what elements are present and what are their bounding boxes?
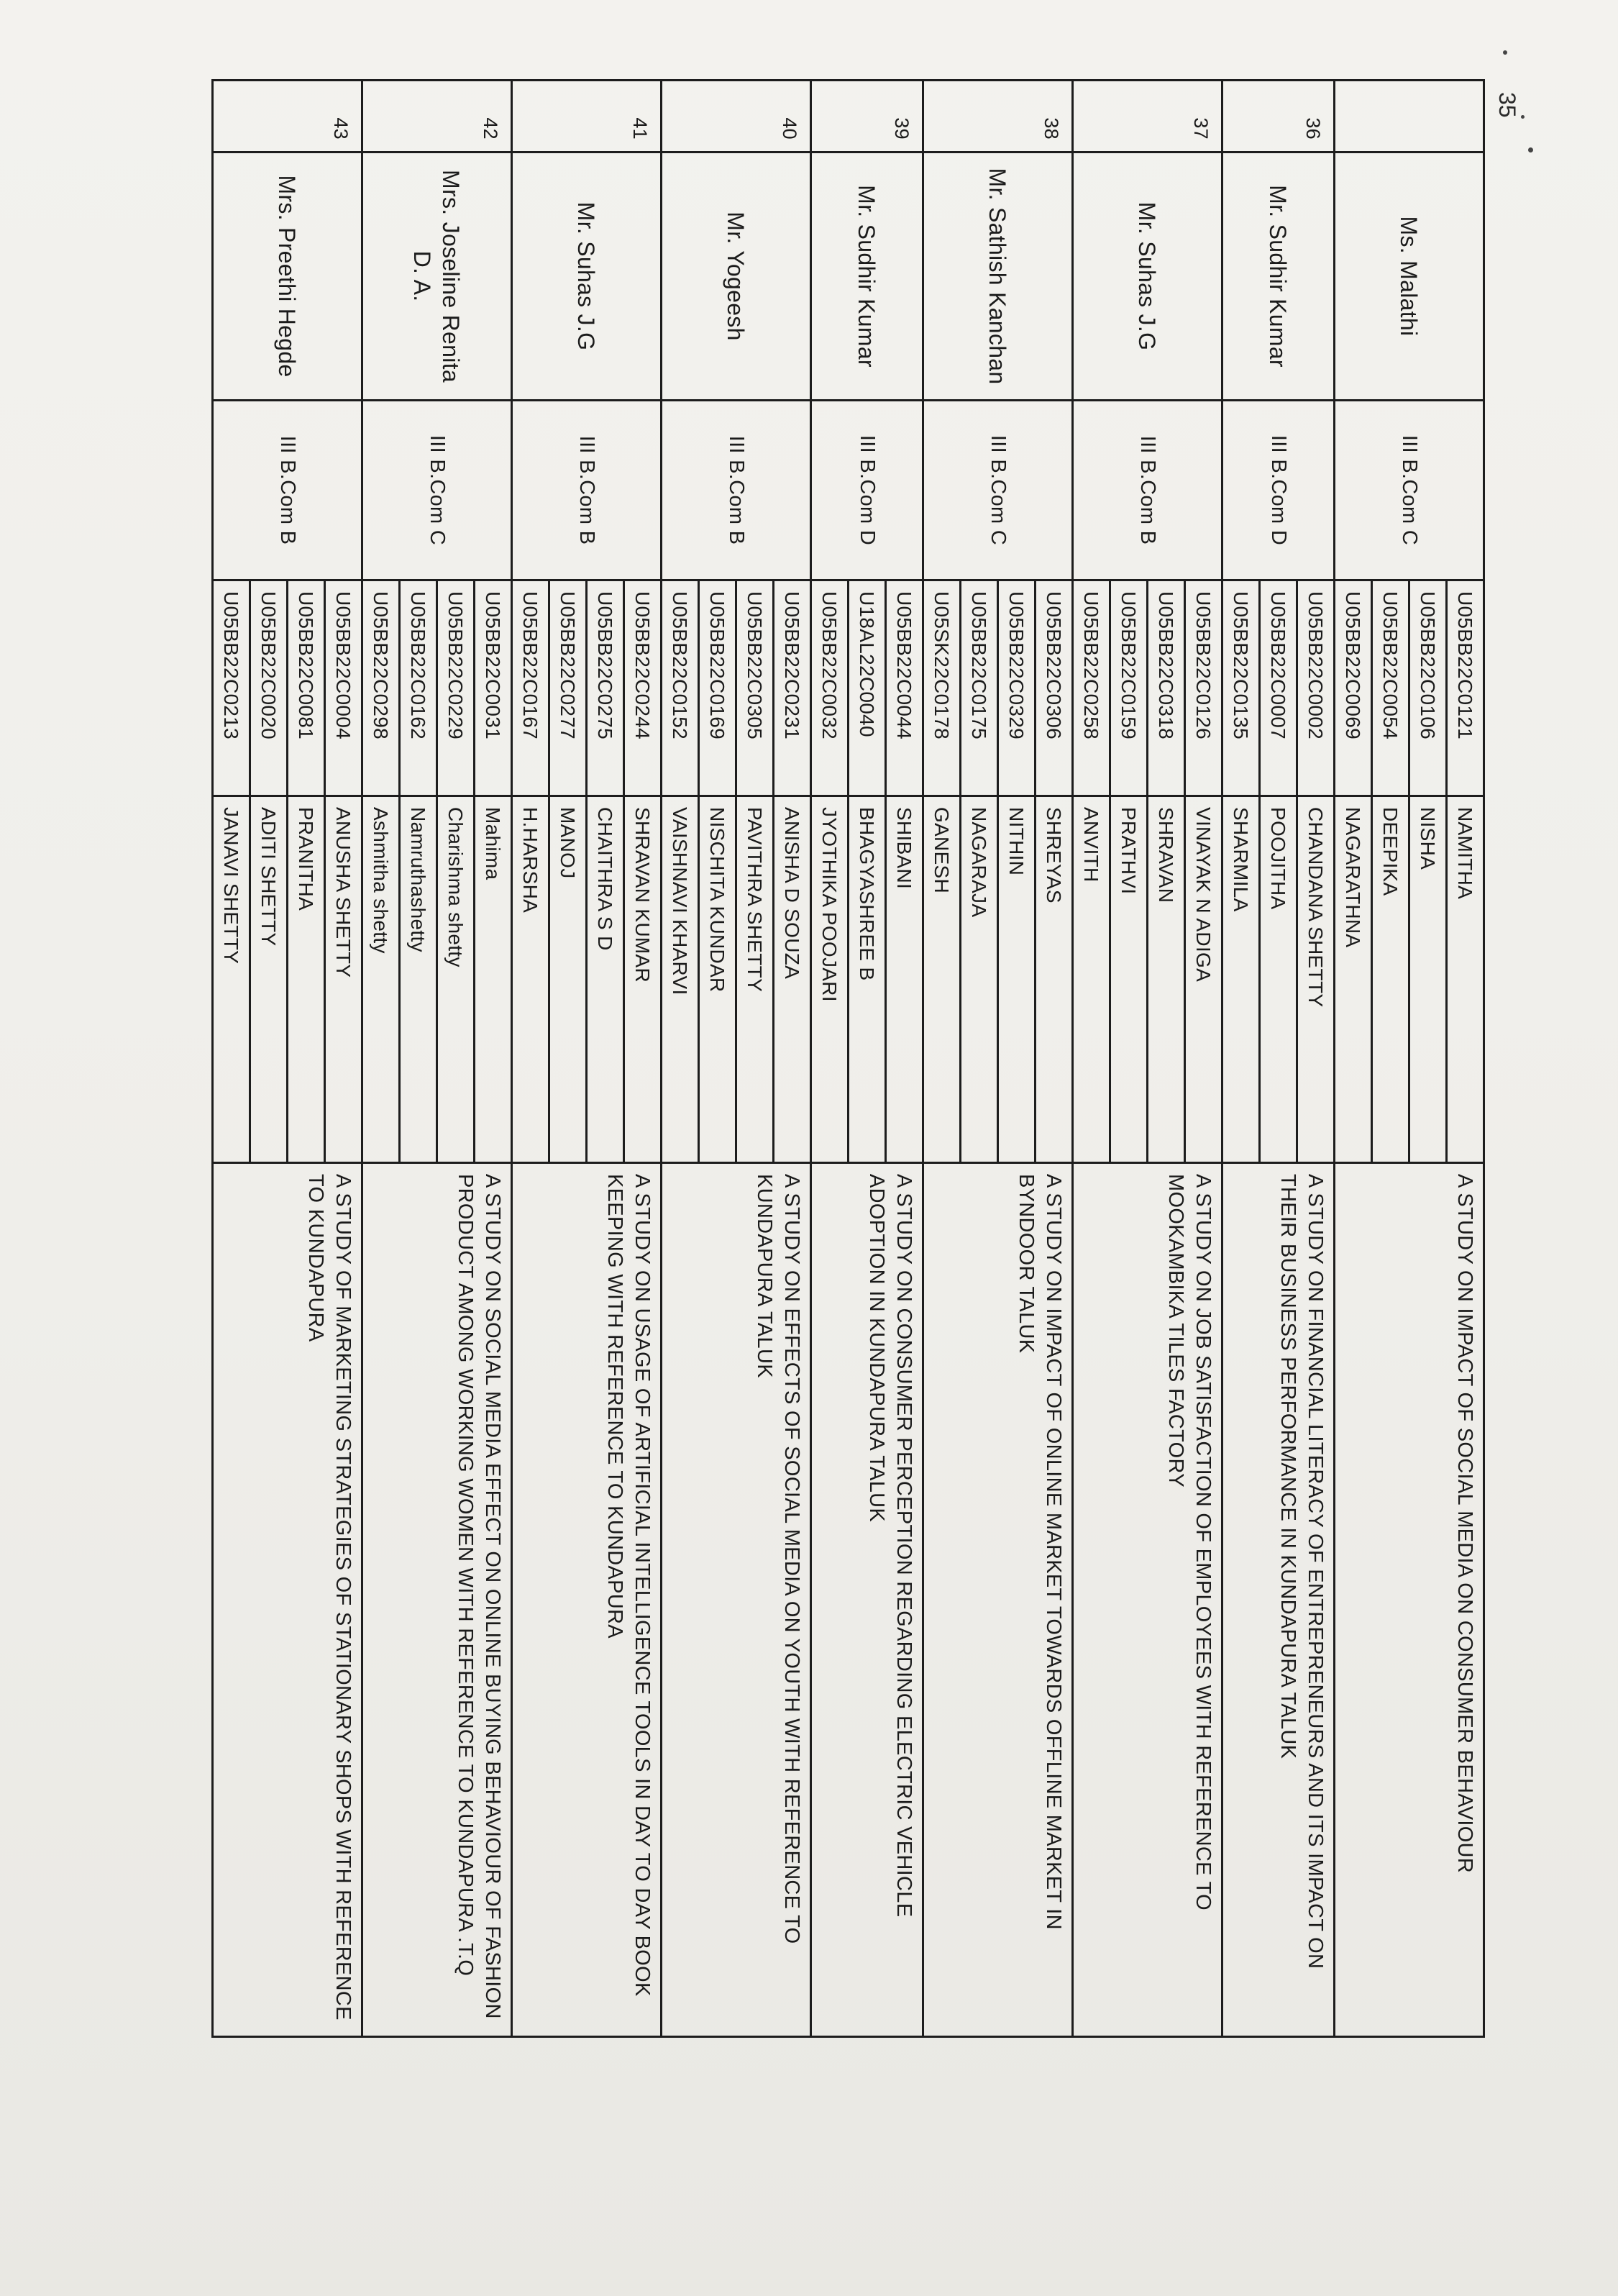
student-name: PAVITHRA SHETTY (736, 796, 774, 1163)
class-section: III B.Com D (1222, 401, 1335, 580)
student-name: NISCHITA KUNDAR (699, 796, 736, 1163)
register-number: U05BB22C0135 (1222, 580, 1260, 796)
student-name: Namruthashetty (400, 796, 437, 1163)
register-number: U05BB22C0069 (1335, 580, 1372, 796)
project-allocation-table (211, 79, 1485, 2038)
student-name: JYOTHIKA POOJARI (811, 796, 849, 1163)
guide-name: Mr. Suhas J.G (1073, 152, 1222, 401)
student-name: SHRAVAN KUMAR (624, 796, 662, 1163)
student-name: ANUSHA SHETTY (325, 796, 362, 1163)
project-title: A STUDY ON SOCIAL MEDIA EFFECT ON ONLINE BUYING BEHAVIOUR OF FASHION PRODUCT AMONG WORKING WOMEN WITH REFERENCE TO KUNDAPURA .T.Q (362, 1163, 512, 2037)
student-name: SHIBANI (886, 796, 923, 1163)
register-number: U05BB22C0159 (1110, 580, 1148, 796)
student-name: VINAYAK N ADIGA (1185, 796, 1222, 1163)
student-name: NITHIN (998, 796, 1036, 1163)
project-title: A STUDY ON EFFECTS OF SOCIAL MEDIA ON YOUTH WITH REFERENCE TO KUNDAPURA TALUK (662, 1163, 811, 2037)
student-name: SHRAVAN (1148, 796, 1185, 1163)
register-number: U05BB22C0081 (288, 580, 325, 796)
register-number: U05BB22C0229 (437, 580, 475, 796)
guide-name: Mr. Yogeesh (662, 152, 811, 401)
table-row (774, 81, 811, 2037)
serial-number (1335, 81, 1484, 152)
student-name: POOJITHA (1260, 796, 1297, 1163)
register-number: U18AL22C0040 (849, 580, 886, 796)
serial-number: 42 (362, 81, 512, 152)
project-title: A STUDY ON USAGE OF ARTIFICIAL INTELLIGENCE TOOLS IN DAY TO DAY BOOK KEEPING WITH REFERENCE TO KUNDAPURA (512, 1163, 662, 2037)
guide-name: Mrs. Preethi Hegde (213, 152, 362, 401)
class-section: III B.Com C (362, 401, 512, 580)
register-number: U05BB22C0020 (250, 580, 288, 796)
student-name: SHARMILA (1222, 796, 1260, 1163)
guide-name: Mr. Sudhir Kumar (811, 152, 923, 401)
serial-number: 37 (1073, 81, 1222, 152)
student-name: SHREYAS (1036, 796, 1073, 1163)
student-name: PRATHVI (1110, 796, 1148, 1163)
class-section: III B.Com B (512, 401, 662, 580)
register-number: U05BB22C0004 (325, 580, 362, 796)
serial-number: 41 (512, 81, 662, 152)
register-number: U05BB22C0306 (1036, 580, 1073, 796)
student-name: JANAVI SHETTY (213, 796, 250, 1163)
register-number: U05BB22C0318 (1148, 580, 1185, 796)
page-number: 35 (1494, 92, 1520, 118)
table-row (1297, 81, 1335, 2037)
serial-number: 40 (662, 81, 811, 152)
register-number: U05BB22C0258 (1073, 580, 1110, 796)
student-name: ANVITH (1073, 796, 1110, 1163)
register-number: U05BB22C0007 (1260, 580, 1297, 796)
register-number: U05BB22C0121 (1447, 580, 1484, 796)
table-row (325, 81, 362, 2037)
register-number: U05BB22C0167 (512, 580, 549, 796)
project-title: A STUDY ON JOB SATISFACTION OF EMPLOYEES WITH REFERENCE TO MOOKAMBIKA TILES FACTORY (1073, 1163, 1222, 2037)
student-name: NISHA (1409, 796, 1447, 1163)
serial-number: 39 (811, 81, 923, 152)
guide-name: Mr. Sathish Kanchan (923, 152, 1073, 401)
register-number: U05BB22C0231 (774, 580, 811, 796)
guide-name: Mrs. Joseline Renita D. A. (362, 152, 512, 401)
class-section: III B.Com B (213, 401, 362, 580)
register-number: U05BB22C0044 (886, 580, 923, 796)
register-number: U05BB22C0002 (1297, 580, 1335, 796)
class-section: III B.Com B (662, 401, 811, 580)
register-number: U05BB22C0244 (624, 580, 662, 796)
register-number: U05BB22C0054 (1372, 580, 1409, 796)
register-number: U05BB22C0329 (998, 580, 1036, 796)
register-number: U05BB22C0277 (549, 580, 587, 796)
student-name: H.HARSHA (512, 796, 549, 1163)
table-row (1185, 81, 1222, 2037)
register-number: U05BB22C0175 (961, 580, 998, 796)
project-title: A STUDY ON FINANCIAL LITERACY OF ENTREPRENEURS AND ITS IMPACT ON THEIR BUSINESS PERFORMANCE IN KUNDAPURA TALUK (1222, 1163, 1335, 2037)
table-row (475, 81, 512, 2037)
guide-name: Ms. Malathi (1335, 152, 1484, 401)
table-row (624, 81, 662, 2037)
register-number: U05BB22C0305 (736, 580, 774, 796)
student-name: NAMITHA (1447, 796, 1484, 1163)
register-number: U05BB22C0126 (1185, 580, 1222, 796)
student-name: GANESH (923, 796, 961, 1163)
serial-number: 36 (1222, 81, 1335, 152)
student-name: NAGARAJA (961, 796, 998, 1163)
student-name: CHAITHRA S D (587, 796, 624, 1163)
serial-number: 43 (213, 81, 362, 152)
table-row (1036, 81, 1073, 2037)
guide-name: Mr. Sudhir Kumar (1222, 152, 1335, 401)
guide-name: Mr. Suhas J.G (512, 152, 662, 401)
register-number: U05BB22C0213 (213, 580, 250, 796)
student-name: CHANDANA SHETTY (1297, 796, 1335, 1163)
register-number: U05BB22C0106 (1409, 580, 1447, 796)
student-name: BHAGYASHREE B (849, 796, 886, 1163)
table-row (1447, 81, 1484, 2037)
class-section: III B.Com C (923, 401, 1073, 580)
student-name: MANOJ (549, 796, 587, 1163)
register-number: U05BB22C0031 (475, 580, 512, 796)
register-number: U05SK22C0178 (923, 580, 961, 796)
register-number: U05BB22C0275 (587, 580, 624, 796)
student-name: ANISHA D SOUZA (774, 796, 811, 1163)
table-row (886, 81, 923, 2037)
student-name: Ashmitha shetty (362, 796, 400, 1163)
class-section: III B.Com D (811, 401, 923, 580)
project-title: A STUDY ON IMPACT OF SOCIAL MEDIA ON CONSUMER BEHAVIOUR (1335, 1163, 1484, 2037)
student-name: VAISHNAVI KHARVI (662, 796, 699, 1163)
student-name: NAGARATHNA (1335, 796, 1372, 1163)
register-number: U05BB22C0169 (699, 580, 736, 796)
student-name: DEEPIKA (1372, 796, 1409, 1163)
project-title: A STUDY ON IMPACT OF ONLINE MARKET TOWARDS OFFLINE MARKET IN BYNDOOR TALUK (923, 1163, 1073, 2037)
class-section: III B.Com B (1073, 401, 1222, 580)
project-title: A STUDY OF MARKETING STRATEGIES OF STATIONARY SHOPS WITH REFERENCE TO KUNDAPURA (213, 1163, 362, 2037)
register-number: U05BB22C0032 (811, 580, 849, 796)
register-number: U05BB22C0152 (662, 580, 699, 796)
register-number: U05BB22C0162 (400, 580, 437, 796)
student-name: Charishma shetty (437, 796, 475, 1163)
student-name: Mahima (475, 796, 512, 1163)
serial-number: 38 (923, 81, 1073, 152)
project-title: A STUDY ON CONSUMER PERCEPTION REGARDING ELECTRIC VEHICLE ADOPTION IN KUNDAPURA TALUK (811, 1163, 923, 2037)
student-name: PRANITHA (288, 796, 325, 1163)
register-number: U05BB22C0298 (362, 580, 400, 796)
student-name: ADITI SHETTY (250, 796, 288, 1163)
class-section: III B.Com C (1335, 401, 1484, 580)
